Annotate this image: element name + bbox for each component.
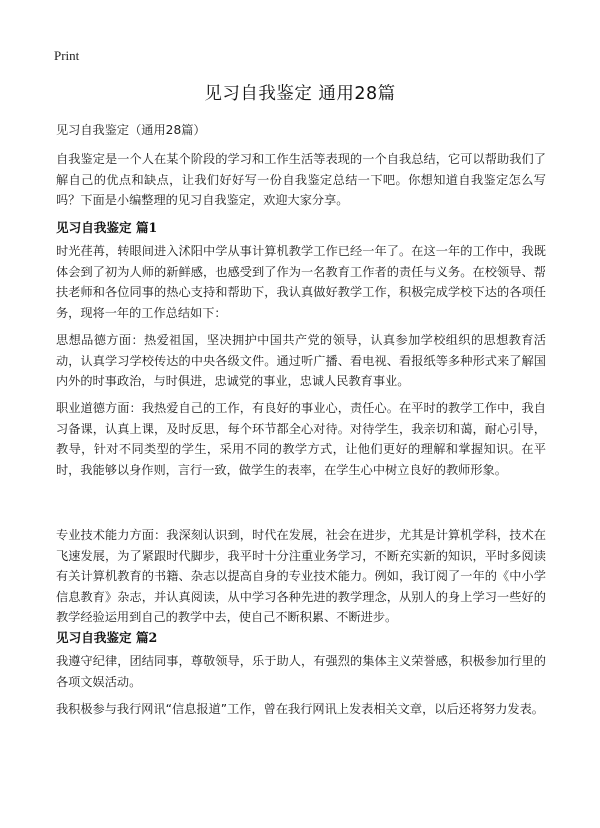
document-subtitle: 见习自我鉴定（通用28篇） (56, 123, 206, 137)
print-link[interactable]: Print (54, 48, 80, 63)
section-1-paragraph: 职业道德方面：我热爱自己的工作，有良好的事业心，责任心。在平时的教学工作中，我自习备课，认真上课，及时反思，每个环节都全心对待。对待学生，我亲切和蔼，耐心引导，教导，针对不同类型的学生，采用不同的教学方式，让他们更好的理解和掌握知识。在平时，我能够以身作则，言行一致，做学生的表率，在学生心中树立良好的教师形象。 (56, 401, 546, 477)
section-heading-2: 见习自我鉴定 篇2 (56, 630, 158, 645)
section-2-paragraph: 我积极参与我行网讯“信息报道”工作，曾在我行网讯上发表相关文章，以后还将努力发表。 (56, 702, 544, 716)
section-1-paragraph: 专业技术能力方面：我深刻认识到，时代在发展，社会在进步，尤其是计算机学科，技术在飞速发展，为了紧跟时代脚步，我平时十分注重业务学习，不断充实新的知识，平时多阅读有关计算机教育的书籍、杂志以提高自身的专业技术能力。例如，我订阅了一年的《中小学信息教育》杂志，并认真阅读，从中学习各种先进的教学理念，从别人的身上学习一些好的教学经验运用到自己的教学中去，使自己不断积累、不断进步。 (56, 528, 546, 624)
section-heading-1: 见习自我鉴定 篇1 (56, 220, 158, 235)
page-title: 见习自我鉴定 通用28篇 (204, 84, 396, 104)
section-1-paragraph: 思想品德方面：热爱祖国，坚决拥护中国共产党的领导，认真参加学校组织的思想教育活动，认真学习学校传达的中央各级文件。通过听广播、看电视、看报纸等多种形式来了解国内外的时事政治，与时俱进，忠诚党的事业，忠诚人民教育事业。 (56, 333, 546, 388)
intro-paragraph: 自我鉴定是一个人在某个阶段的学习和工作生活等表现的一个自我总结，它可以帮助我们了解自己的优点和缺点，让我们好好写一份自我鉴定总结一下吧。你想知道自我鉴定怎么写吗？下面是小编整理的见习自我鉴定，欢迎大家分享。 (56, 152, 546, 207)
section-2-paragraph: 我遵守纪律，团结同事，尊敬领导，乐于助人，有强烈的集体主义荣誉感，积极参加行里的各项文娱活动。 (56, 654, 546, 689)
section-1-paragraph: 时光荏苒，转眼间进入沭阳中学从事计算机教学工作已经一年了。在这一年的工作中，我既体会到了初为人师的新鲜感，也感受到了作为一名教育工作者的责任与义务。在校领导、帮扶老师和各位同事的热心支持和帮助下，我认真做好教学工作，积极完成学校下达的各项任务，现将一年的工作总结如下： (56, 244, 546, 320)
